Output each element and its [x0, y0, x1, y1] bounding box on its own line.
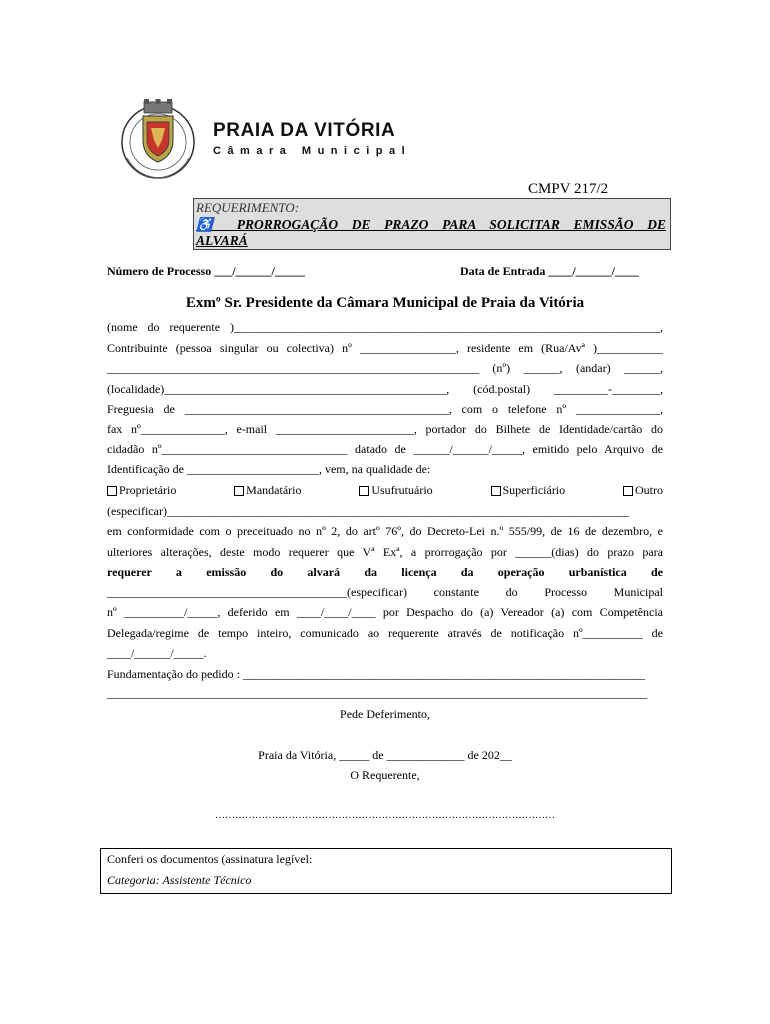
logo-subtitle: Câmara Municipal	[213, 145, 412, 157]
form-code: CMPV 217/2	[528, 181, 609, 197]
capacity-options	[107, 483, 663, 498]
parish-phone-line[interactable]: Freguesia de ____________________________________________, com o telefone nº ______________,	[107, 402, 663, 416]
checkbox[interactable]	[107, 486, 117, 496]
locality-postal-line[interactable]: (localidade)_______________________________________________, (cód.postal) _________-________,	[107, 382, 663, 396]
process-number-field[interactable]: Número de Processo ___/______/_____	[107, 264, 305, 278]
option-label: Superficiário	[502, 483, 566, 497]
extension-request-line[interactable]: ulteriores alterações, deste modo requerer que Vª Exª, a prorrogação por ______(dias) do prazo para	[107, 545, 663, 559]
option-label: Mandatário	[246, 483, 302, 497]
logo-title: PRAIA DA VITÓRIA	[213, 120, 396, 141]
option-mandatario[interactable]	[234, 483, 301, 498]
option-proprietario[interactable]	[107, 483, 176, 498]
place-date-line[interactable]: Praia da Vitória, _____ de _____________ de 202__	[258, 748, 512, 762]
option-label: Outro	[635, 483, 663, 497]
salutation-heading: Exmº Sr. Presidente da Câmara Municipal de Praia da Vitória	[185, 295, 585, 311]
justification-continuation-line[interactable]: __________________________________________________________________________________________	[107, 686, 647, 700]
checkbox[interactable]	[623, 486, 633, 496]
entry-date-field[interactable]: Data de Entrada ____/______/____	[460, 264, 640, 278]
license-request-line: requerer a emissão do alvará da licença da operação urbanística de	[107, 565, 663, 579]
process-approval-line[interactable]: nº __________/_____, deferido em ____/____/____ por Despacho do (a) Vereador (a) com Competência	[107, 605, 663, 619]
legal-basis-line: em conformidade com o preceituado no nº 2, do artº 76º, do Decreto-Lei n.º 555/99, de 16 de dezembro, e	[107, 524, 663, 538]
request-title-line1: ♿ PRORROGAÇÃO DE PRAZO PARA SOLICITAR EMISSÃO DE	[196, 217, 666, 232]
category-line: Categoria: Assistente Técnico	[107, 873, 252, 887]
request-label: REQUERIMENTO:	[196, 200, 300, 215]
street-number-line[interactable]: ______________________________________________________________ (nº) ______, (andar) ______,	[107, 361, 663, 375]
request-title-line2: ALVARÁ	[196, 233, 248, 248]
option-superficiario[interactable]	[491, 483, 566, 498]
option-usufrutuario[interactable]	[359, 483, 432, 498]
checkbox[interactable]	[491, 486, 501, 496]
option-label: Proprietário	[119, 483, 177, 497]
identification-line[interactable]: Identificação de ______________________, vem, na qualidade de:	[107, 462, 431, 476]
option-outro[interactable]	[623, 483, 663, 498]
notification-line[interactable]: Delegada/regime de tempo inteiro, comunicado ao requerente através de notificação nº__________ de	[107, 626, 663, 640]
notification-date-line[interactable]: ____/______/_____.	[107, 646, 207, 660]
justification-line[interactable]: Fundamentação do pedido : ___________________________________________________________________	[107, 667, 645, 681]
requester-name-line[interactable]: (nome do requerente )_______________________________________________________________________,	[107, 320, 663, 334]
taxpayer-address-line[interactable]: Contribuinte (pessoa singular ou colectiva) nº ________________, residente em (Rua/Avª )___________	[107, 341, 663, 355]
specify-line[interactable]: (especificar)_____________________________________________________________________________	[107, 504, 629, 518]
verification-line: Conferi os documentos (assinatura legível:	[107, 852, 313, 866]
checkbox[interactable]	[234, 486, 244, 496]
municipal-crest-icon	[117, 98, 199, 180]
fax-email-line[interactable]: fax nº______________, e-mail _______________________, portador do Bilhete de Identidade/cartão do	[107, 422, 663, 436]
option-label: Usufrutuário	[371, 483, 433, 497]
closing-text: Pede Deferimento,	[340, 707, 430, 721]
operation-specify-line[interactable]: ________________________________________(especificar) constante do Processo Municipal	[107, 585, 663, 599]
signature-line[interactable]: …………………………………………………………………………………………	[215, 810, 555, 821]
checkbox[interactable]	[359, 486, 369, 496]
requester-label: O Requerente,	[350, 768, 420, 782]
id-card-line[interactable]: cidadão nº_______________________________ datado de ______/______/_____, emitido pelo Arquivo de	[107, 442, 663, 456]
